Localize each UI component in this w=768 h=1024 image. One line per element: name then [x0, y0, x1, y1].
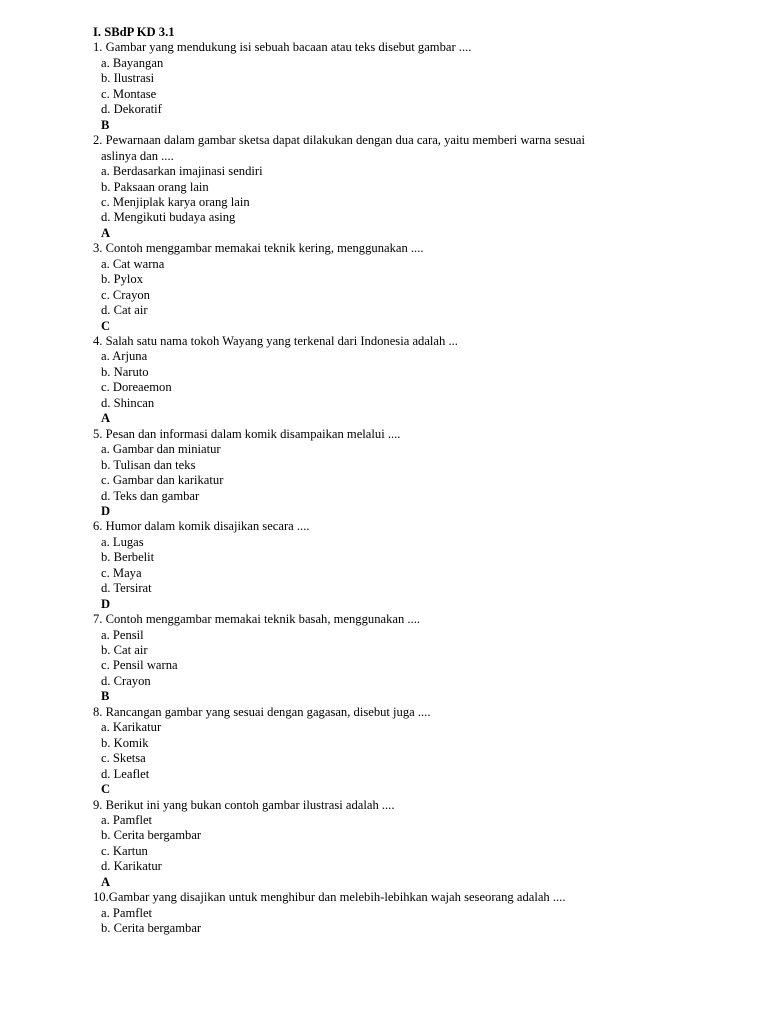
answer-key: B — [101, 117, 110, 132]
answer-option: a. Karikatur — [101, 720, 162, 735]
question-text: 6. Humor dalam komik disajikan secara .... — [93, 519, 310, 534]
question-text: 7. Contoh menggambar memakai teknik basah, menggunakan .... — [93, 612, 421, 627]
answer-option: d. Cat air — [101, 303, 148, 318]
question-text: 1. Gambar yang mendukung isi sebuah bacaan atau teks disebut gambar .... — [93, 40, 472, 55]
question-text: 8. Rancangan gambar yang sesuai dengan gagasan, disebut juga .... — [93, 704, 431, 719]
answer-option: a. Pensil — [101, 627, 144, 642]
answer-option: d. Shincan — [101, 395, 155, 410]
question-text: 9. Berikut ini yang bukan contoh gambar ilustrasi adalah .... — [93, 797, 395, 812]
answer-option: d. Dekoratif — [101, 102, 162, 117]
answer-option: c. Gambar dan karikatur — [101, 473, 224, 488]
question-text: 4. Salah satu nama tokoh Wayang yang terkenal dari Indonesia adalah ... — [93, 334, 458, 348]
answer-option: c. Kartun — [101, 843, 148, 858]
answer-option: d. Tersirat — [101, 581, 152, 596]
answer-option: d. Teks dan gambar — [101, 488, 200, 503]
answer-option: c. Maya — [101, 565, 142, 580]
answer-key: A — [101, 874, 111, 889]
answer-key: A — [101, 411, 111, 426]
answer-option: a. Lugas — [101, 534, 144, 549]
answer-option: c. Montase — [101, 86, 157, 101]
answer-option: b. Cerita bergambar — [101, 921, 202, 936]
answer-option: c. Sketsa — [101, 751, 146, 766]
answer-option: a. Gambar dan miniatur — [101, 442, 221, 457]
question-text: 5. Pesan dan informasi dalam komik disampaikan melalui .... — [93, 426, 401, 441]
answer-key: B — [101, 689, 110, 704]
answer-key: D — [101, 596, 111, 611]
answer-option: a. Arjuna — [101, 349, 148, 364]
answer-option: c. Pensil warna — [101, 658, 178, 673]
answer-option: a. Berdasarkan imajinasi sendiri — [101, 164, 263, 179]
answer-option: b. Cerita bergambar — [101, 828, 202, 843]
answer-key: D — [101, 503, 111, 518]
answer-option: b. Naruto — [101, 364, 149, 379]
answer-key: C — [101, 318, 111, 333]
answer-option: b. Berbelit — [101, 550, 155, 565]
answer-option: d. Mengikuti budaya asing — [101, 210, 236, 225]
answer-option: c. Doreaemon — [101, 380, 172, 395]
answer-key: C — [101, 782, 111, 797]
answer-option: a. Pamflet — [101, 905, 153, 920]
question-text: 3. Contoh menggambar memakai teknik kering, menggunakan .... — [93, 241, 424, 256]
question-text: 2. Pewarnaan dalam gambar sketsa dapat dilakukan dengan dua cara, yaitu memberi warna sesuai — [93, 133, 586, 148]
answer-option: b. Pylox — [101, 272, 143, 287]
answer-option: b. Cat air — [101, 643, 148, 657]
answer-option: c. Crayon — [101, 287, 150, 302]
answer-option: a. Cat warna — [101, 256, 165, 271]
answer-option: d. Karikatur — [101, 859, 162, 874]
answer-option: b. Komik — [101, 735, 149, 750]
answer-option: b. Paksaan orang lain — [101, 179, 209, 194]
question-text-continuation: aslinya dan .... — [101, 148, 174, 163]
answer-option: d. Crayon — [101, 673, 151, 688]
section-heading: I. SBdP KD 3.1 — [93, 25, 175, 39]
answer-option: a. Bayangan — [101, 55, 164, 70]
answer-option: c. Menjiplak karya orang lain — [101, 194, 250, 209]
question-text: 10.Gambar yang disajikan untuk menghibur dan melebih-lebihkan wajah seseorang adalah .... — [93, 890, 566, 905]
answer-option: b. Tulisan dan teks — [101, 457, 196, 472]
answer-option: d. Leaflet — [101, 766, 150, 781]
answer-key: A — [101, 225, 111, 240]
answer-option: b. Ilustrasi — [101, 71, 155, 86]
answer-option: a. Pamflet — [101, 812, 153, 827]
